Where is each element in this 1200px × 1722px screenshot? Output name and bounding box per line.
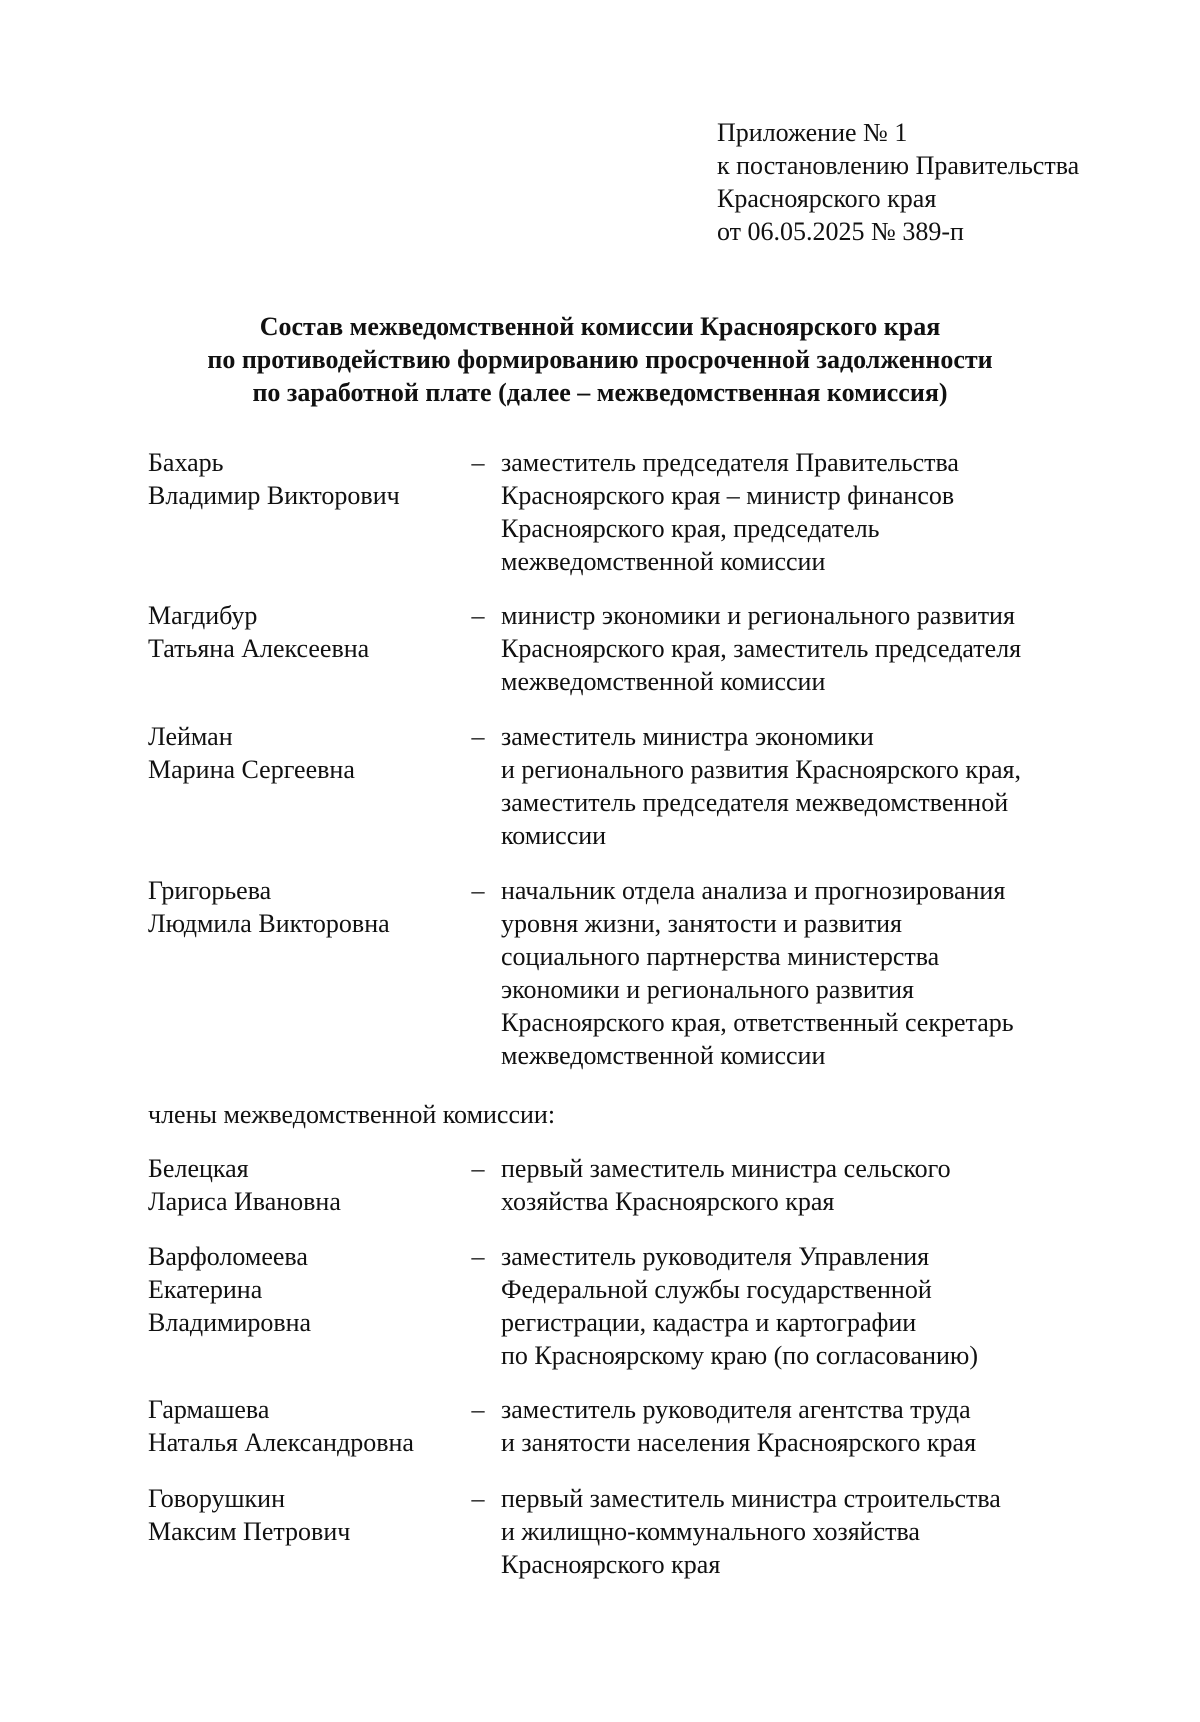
member-given-name: Лариса Ивановна [148,1187,341,1216]
member-surname: Гармашева [148,1395,270,1424]
position-line: Красноярского края – министр финансов [501,481,955,510]
position-line: межведомственной комиссии [501,1041,826,1070]
dash-separator: – [471,876,485,905]
member-surname: Бахарь [148,448,224,477]
member-name [148,1482,448,1548]
appendix-line: от 06.05.2025 № 389-п [717,217,964,246]
member-name [148,1152,448,1218]
document-title [150,310,1050,409]
position-line: комиссии [501,821,607,850]
position-line: заместитель министра экономики [501,722,874,751]
member-position [501,720,1141,852]
title-line: Состав межведомственной комиссии Красноярского края [259,312,941,341]
position-line: заместитель председателя межведомственной [501,788,1009,817]
members-section-heading: члены межведомственной комиссии: [148,1100,556,1129]
member-surname: Говорушкин [148,1484,285,1513]
appendix-line: к постановлению Правительства [717,151,1080,180]
member-name [148,720,448,786]
member-position [501,1152,1141,1218]
position-line: социального партнерства министерства [501,942,940,971]
member-surname: Варфоломеева [148,1242,308,1271]
member-patronymic: Владимировна [148,1308,312,1337]
position-line: первый заместитель министра сельского [501,1154,951,1183]
title-line: по заработной плате (далее – межведомственная комиссия) [252,378,948,407]
position-line: Красноярского края [501,1550,721,1579]
member-surname: Магдибур [148,601,258,630]
member-given-name: Марина Сергеевна [148,755,355,784]
appendix-header [717,116,1157,248]
member-name [148,874,448,940]
member-position [501,1240,1141,1372]
member-given-name: Владимир Викторович [148,481,400,510]
position-line: заместитель руководителя агентства труда [501,1395,971,1424]
member-given-name: Людмила Викторовна [148,909,390,938]
member-name [148,446,448,512]
member-name [148,599,448,665]
position-line: министр экономики и регионального развития [501,601,1015,630]
member-surname: Лейман [148,722,233,751]
position-line: межведомственной комиссии [501,667,826,696]
appendix-line: Приложение № 1 [717,118,908,147]
position-line: и регионального развития Красноярского края, [501,755,1022,784]
member-given-name: Наталья Александровна [148,1428,414,1457]
position-line: Красноярского края, заместитель председателя [501,634,1022,663]
position-line: межведомственной комиссии [501,547,826,576]
appendix-line: Красноярского края [717,184,937,213]
member-surname: Григорьева [148,876,272,905]
dash-separator: – [471,448,485,477]
dash-separator: – [471,722,485,751]
position-line: и занятости населения Красноярского края [501,1428,977,1457]
member-name [148,1393,448,1459]
member-position [501,446,1141,578]
title-line: по противодействию формированию просроченной задолженности [207,345,993,374]
position-line: Федеральной службы государственной [501,1275,932,1304]
member-position [501,874,1141,1072]
dash-separator: – [471,1395,485,1424]
position-line: заместитель руководителя Управления [501,1242,930,1271]
dash-separator: – [471,601,485,630]
member-name [148,1240,448,1339]
member-given-name: Максим Петрович [148,1517,351,1546]
dash-separator: – [471,1484,485,1513]
member-given-name: Татьяна Алексеевна [148,634,370,663]
position-line: экономики и регионального развития [501,975,915,1004]
position-line: хозяйства Красноярского края [501,1187,835,1216]
position-line: уровня жизни, занятости и развития [501,909,902,938]
position-line: заместитель председателя Правительства [501,448,959,477]
position-line: первый заместитель министра строительства [501,1484,1001,1513]
member-position [501,599,1141,698]
member-position [501,1482,1141,1581]
member-position [501,1393,1141,1459]
dash-separator: – [471,1154,485,1183]
member-surname: Белецкая [148,1154,249,1183]
position-line: и жилищно-коммунального хозяйства [501,1517,920,1546]
position-line: Красноярского края, председатель [501,514,880,543]
position-line: регистрации, кадастра и картографии [501,1308,917,1337]
member-given-name: Екатерина [148,1275,263,1304]
position-line: по Красноярскому краю (по согласованию) [501,1341,979,1370]
position-line: Красноярского края, ответственный секретарь [501,1008,1014,1037]
position-line: начальник отдела анализа и прогнозирования [501,876,1006,905]
dash-separator: – [471,1242,485,1271]
